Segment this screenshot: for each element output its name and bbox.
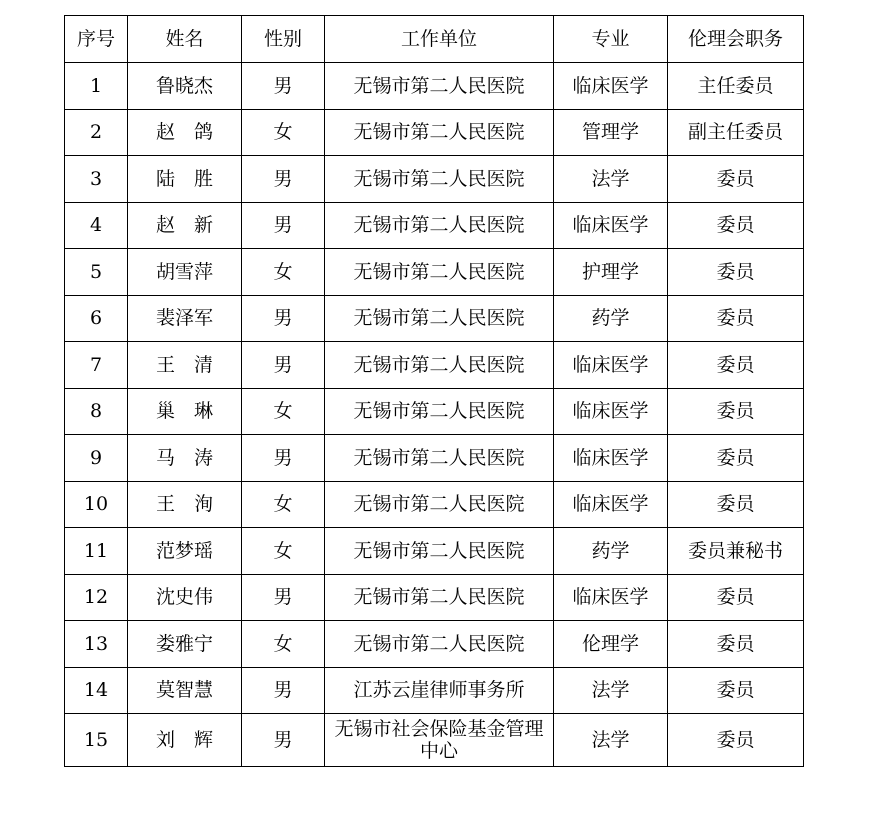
cell-unit: 无锡市社会保险基金管理中心 — [325, 714, 554, 767]
table-row — [65, 295, 804, 342]
table-row — [65, 342, 804, 389]
cell-role: 主任委员 — [668, 63, 804, 110]
cell-gender: 男 — [242, 202, 325, 249]
table-row — [65, 435, 804, 482]
cell-unit: 无锡市第二人民医院 — [325, 202, 554, 249]
table-row — [65, 667, 804, 714]
cell-gender: 男 — [242, 714, 325, 767]
cell-unit: 无锡市第二人民医院 — [325, 435, 554, 482]
cell-role: 委员 — [668, 574, 804, 621]
cell-name — [128, 63, 242, 110]
cell-gender: 女 — [242, 481, 325, 528]
cell-no: 5 — [65, 249, 128, 296]
cell-unit: 无锡市第二人民医院 — [325, 63, 554, 110]
table-row — [65, 63, 804, 110]
member-name: 陆 胜 — [155, 167, 213, 190]
table-row — [65, 528, 804, 575]
header-unit: 工作单位 — [325, 16, 554, 63]
member-name: 胡雪萍 — [155, 260, 213, 283]
cell-gender: 男 — [242, 295, 325, 342]
table-row — [65, 481, 804, 528]
cell-name — [128, 202, 242, 249]
cell-major: 管理学 — [554, 109, 668, 156]
cell-unit: 无锡市第二人民医院 — [325, 481, 554, 528]
cell-major: 药学 — [554, 528, 668, 575]
cell-no: 1 — [65, 63, 128, 110]
ethics-committee-table — [64, 15, 804, 767]
cell-name — [128, 249, 242, 296]
cell-unit: 江苏云崖律师事务所 — [325, 667, 554, 714]
cell-name — [128, 435, 242, 482]
cell-role: 委员 — [668, 249, 804, 296]
cell-gender: 男 — [242, 156, 325, 203]
cell-major: 护理学 — [554, 249, 668, 296]
cell-role: 委员 — [668, 714, 804, 767]
cell-name — [128, 156, 242, 203]
cell-name — [128, 667, 242, 714]
cell-no: 2 — [65, 109, 128, 156]
cell-name — [128, 714, 242, 767]
cell-gender: 女 — [242, 528, 325, 575]
header-name: 姓名 — [128, 16, 242, 63]
member-name: 裴泽军 — [155, 307, 213, 330]
member-name: 范梦瑶 — [155, 539, 213, 562]
header-role: 伦理会职务 — [668, 16, 804, 63]
cell-role: 委员 — [668, 295, 804, 342]
cell-gender: 男 — [242, 342, 325, 389]
cell-role: 委员 — [668, 342, 804, 389]
cell-name — [128, 295, 242, 342]
cell-unit: 无锡市第二人民医院 — [325, 621, 554, 668]
cell-role: 委员 — [668, 202, 804, 249]
member-name: 赵 鸽 — [155, 121, 213, 144]
cell-name — [128, 574, 242, 621]
header-gender: 性别 — [242, 16, 325, 63]
cell-role: 委员 — [668, 621, 804, 668]
cell-gender: 女 — [242, 109, 325, 156]
cell-name — [128, 342, 242, 389]
cell-major: 临床医学 — [554, 63, 668, 110]
table-row — [65, 574, 804, 621]
cell-unit: 无锡市第二人民医院 — [325, 342, 554, 389]
cell-unit: 无锡市第二人民医院 — [325, 574, 554, 621]
cell-unit: 无锡市第二人民医院 — [325, 295, 554, 342]
cell-major: 临床医学 — [554, 481, 668, 528]
cell-name — [128, 109, 242, 156]
member-name: 巢 琳 — [155, 400, 213, 423]
table-row — [65, 714, 804, 767]
cell-role: 委员兼秘书 — [668, 528, 804, 575]
cell-gender: 女 — [242, 621, 325, 668]
header-major: 专业 — [554, 16, 668, 63]
member-name: 沈史伟 — [155, 586, 213, 609]
cell-unit: 无锡市第二人民医院 — [325, 528, 554, 575]
cell-unit: 无锡市第二人民医院 — [325, 109, 554, 156]
cell-gender: 男 — [242, 667, 325, 714]
member-name: 马 涛 — [155, 446, 213, 469]
cell-major: 临床医学 — [554, 574, 668, 621]
cell-unit: 无锡市第二人民医院 — [325, 249, 554, 296]
table-row — [65, 156, 804, 203]
cell-name — [128, 528, 242, 575]
header-no: 序号 — [65, 16, 128, 63]
member-name: 王 清 — [155, 353, 213, 376]
cell-major: 药学 — [554, 295, 668, 342]
cell-name — [128, 621, 242, 668]
cell-gender: 男 — [242, 63, 325, 110]
cell-major: 临床医学 — [554, 388, 668, 435]
cell-role: 副主任委员 — [668, 109, 804, 156]
cell-no: 11 — [65, 528, 128, 575]
table-row — [65, 621, 804, 668]
cell-major: 法学 — [554, 667, 668, 714]
member-name: 赵 新 — [155, 214, 213, 237]
cell-major: 临床医学 — [554, 435, 668, 482]
member-name: 鲁晓杰 — [155, 74, 213, 97]
cell-major: 临床医学 — [554, 202, 668, 249]
cell-role: 委员 — [668, 481, 804, 528]
table-row — [65, 249, 804, 296]
cell-no: 14 — [65, 667, 128, 714]
table-row — [65, 388, 804, 435]
table-body — [65, 63, 804, 767]
cell-gender: 男 — [242, 435, 325, 482]
cell-no: 15 — [65, 714, 128, 767]
cell-name — [128, 481, 242, 528]
cell-gender: 女 — [242, 388, 325, 435]
cell-no: 10 — [65, 481, 128, 528]
cell-unit: 无锡市第二人民医院 — [325, 388, 554, 435]
cell-no: 8 — [65, 388, 128, 435]
table-row — [65, 202, 804, 249]
member-name: 王 洵 — [155, 493, 213, 516]
cell-gender: 女 — [242, 249, 325, 296]
cell-name — [128, 388, 242, 435]
member-name: 莫智慧 — [155, 679, 213, 702]
table-header — [65, 16, 804, 63]
cell-no: 7 — [65, 342, 128, 389]
cell-major: 法学 — [554, 156, 668, 203]
cell-no: 9 — [65, 435, 128, 482]
cell-role: 委员 — [668, 435, 804, 482]
cell-role: 委员 — [668, 667, 804, 714]
header-row — [65, 16, 804, 63]
cell-role: 委员 — [668, 388, 804, 435]
cell-major: 法学 — [554, 714, 668, 767]
member-name: 刘 辉 — [155, 729, 213, 751]
cell-gender: 男 — [242, 574, 325, 621]
cell-unit: 无锡市第二人民医院 — [325, 156, 554, 203]
cell-no: 6 — [65, 295, 128, 342]
cell-no: 3 — [65, 156, 128, 203]
member-name: 娄雅宁 — [155, 632, 213, 655]
table-row — [65, 109, 804, 156]
cell-no: 12 — [65, 574, 128, 621]
cell-role: 委员 — [668, 156, 804, 203]
cell-no: 4 — [65, 202, 128, 249]
cell-major: 临床医学 — [554, 342, 668, 389]
cell-no: 13 — [65, 621, 128, 668]
cell-major: 伦理学 — [554, 621, 668, 668]
